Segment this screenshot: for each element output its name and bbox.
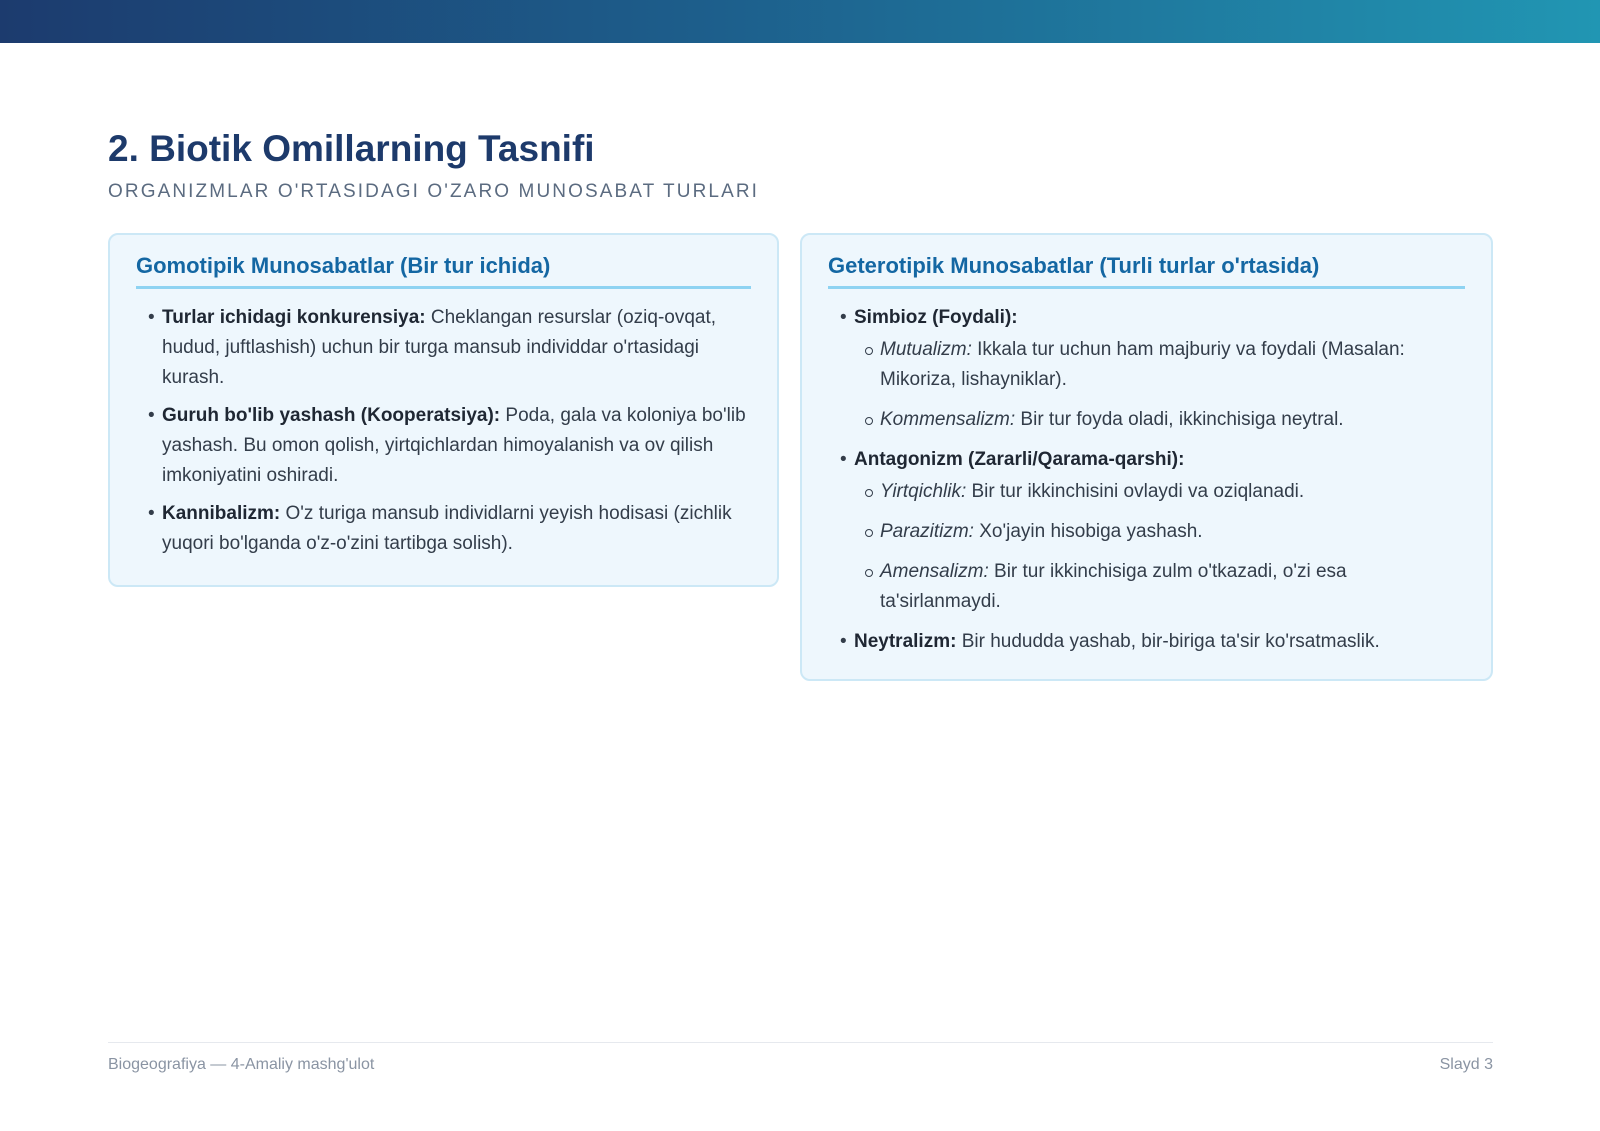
item-text: Cheklangan resurslar (oziq-ovqat, hudud, juftlashish) uchun bir turga mansub individdar o'rtasidagi kurash. — [162, 307, 717, 388]
list-item — [136, 499, 751, 559]
item-term: Simbioz (Foydali): — [854, 307, 1018, 328]
bullet-list — [828, 303, 1465, 657]
list-item — [828, 445, 1465, 617]
page-subtitle: ORGANIZMLAR O'RTASIDAGI O'ZARO MUNOSABAT TURLARI — [108, 181, 760, 202]
item-term: Neytralizm: — [854, 631, 957, 652]
sub-list-item — [854, 477, 1465, 507]
card-title: Geterotipik Munosabatlar (Turli turlar o'rtasida) — [828, 251, 1465, 289]
sub-item-term: Kommensalizm: — [880, 409, 1016, 430]
item-term: Antagonizm (Zararli/Qarama-qarshi): — [854, 449, 1185, 470]
item-term: Turlar ichidagi konkurensiya: — [162, 307, 426, 328]
sub-item-text: Xo'jayin hisobiga yashash. — [973, 521, 1203, 542]
sub-list — [854, 335, 1465, 435]
page-title: 2. Biotik Omillarning Tasnifi — [108, 128, 595, 169]
sub-item-term: Amensalizm: — [880, 561, 989, 582]
sub-item-text: Bir tur foyda oladi, ikkinchisiga neytral. — [1015, 409, 1344, 430]
item-text: Bir hududda yashab, bir-biriga ta'sir ko'rsatmaslik. — [956, 631, 1380, 652]
sub-item-term: Parazitizm: — [880, 521, 974, 542]
item-text: O'z turiga mansub individlarni yeyish hodisasi (zichlik yuqori bo'lganda o'z-o'zini tartibga solish). — [162, 503, 732, 554]
sub-item-term: Yirtqichlik: — [880, 481, 967, 502]
homotypic-relations-card — [108, 233, 779, 587]
footer-divider — [108, 1042, 1493, 1043]
heterotypic-relations-card — [800, 233, 1493, 681]
header-gradient-bar — [0, 0, 1600, 43]
card-title: Gomotipik Munosabatlar (Bir tur ichida) — [136, 251, 751, 289]
list-item — [136, 303, 751, 393]
list-item — [828, 627, 1465, 657]
sub-list-item — [854, 335, 1465, 395]
list-item — [136, 401, 751, 491]
sub-item-text: Ikkala tur uchun ham majburiy va foydali (Masalan: Mikoriza, lishayniklar). — [880, 339, 1405, 390]
sub-list-item — [854, 517, 1465, 547]
item-text: Poda, gala va koloniya bo'lib yashash. Bu omon qolish, yirtqichlardan himoyalanish va ov qilish imkoniyatini oshiradi. — [162, 405, 746, 486]
footer-course-label: Biogeografiya — 4-Amaliy mashg'ulot — [108, 1056, 375, 1073]
sub-item-term: Mutualizm: — [880, 339, 972, 360]
sub-list-item — [854, 557, 1465, 617]
footer-slide-number: Slayd 3 — [1439, 1056, 1493, 1073]
item-term: Kannibalizm: — [162, 503, 281, 524]
item-term: Guruh bo'lib yashash (Kooperatsiya): — [162, 405, 501, 426]
sub-list-item — [854, 405, 1465, 435]
list-item — [828, 303, 1465, 435]
sub-item-text: Bir tur ikkinchisiga zulm o'tkazadi, o'zi esa ta'sirlanmaydi. — [880, 561, 1347, 612]
sub-item-text: Bir tur ikkinchisini ovlaydi va oziqlanadi. — [966, 481, 1305, 502]
sub-list — [854, 477, 1465, 617]
bullet-list — [136, 303, 751, 559]
